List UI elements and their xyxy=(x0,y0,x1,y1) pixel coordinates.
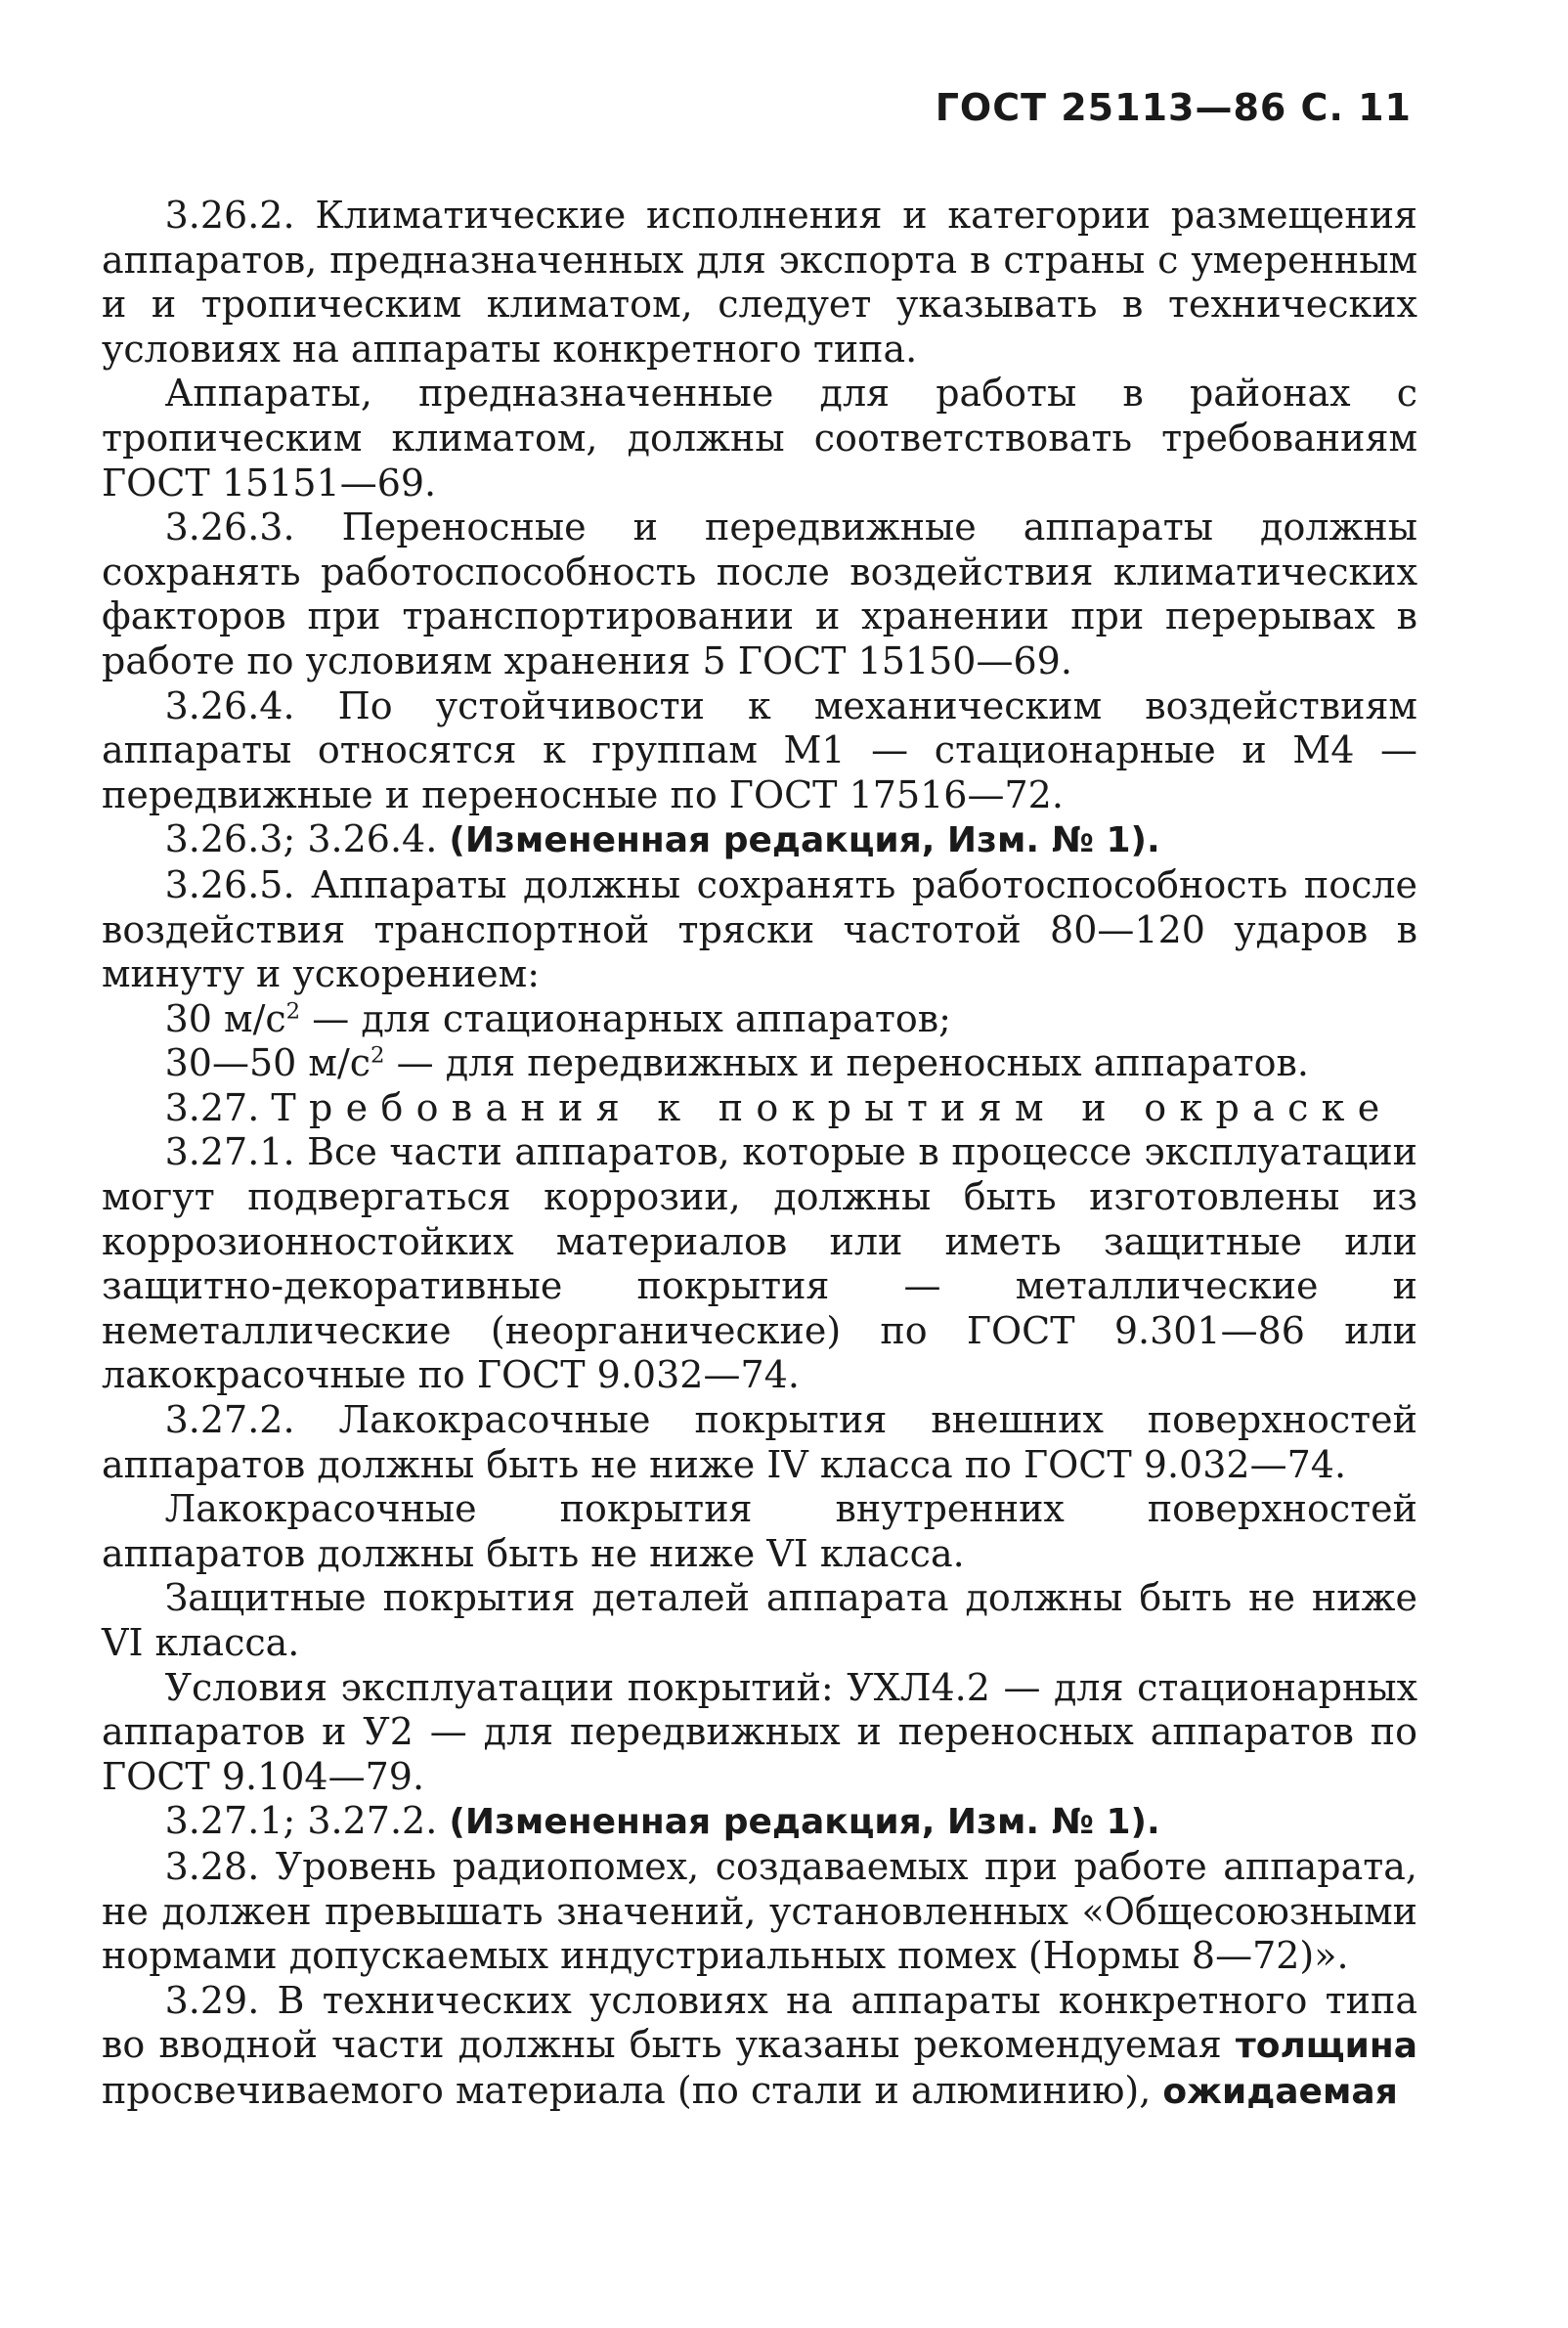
amendment-note-2 xyxy=(102,1799,1417,1845)
amendment-note-1 xyxy=(102,817,1417,863)
acceleration-value: 30—50 м/с xyxy=(164,1041,371,1085)
paragraph-3-27-2-protective: Защитные покрытия деталей аппарата должны быть не ниже VI класса. xyxy=(102,1576,1417,1664)
paragraph-3-27-2-internal: Лакокрасочные покрытия внутренних поверхностей аппаратов должны быть не ниже VI класса. xyxy=(102,1487,1417,1575)
bold-term: ожидаемая xyxy=(1162,2071,1398,2112)
bold-term: толщина xyxy=(1235,2026,1417,2067)
paragraph-3-28: 3.28. Уровень радиопомех, создаваемых при работе аппарата, не должен превышать значений, установленных «Общесоюзными нормами допускаемых индустриальных помех (Нормы 8—72)». xyxy=(102,1844,1417,1978)
paragraph-text: просвечиваемого материала (по стали и алюминию), xyxy=(102,2068,1163,2112)
paragraph-3-26-4: 3.26.4. По устойчивости к механическим воздействиям аппараты относятся к группам М1 — стационарные и М4 — передвижные и переносные по ГОСТ 17516—72. xyxy=(102,683,1417,816)
amendment-refs: 3.27.1; 3.27.2. xyxy=(164,1799,438,1843)
body-text xyxy=(102,194,1417,2115)
paragraph-3-26-3: 3.26.3. Переносные и передвижные аппараты должны сохранять работоспособность после воздействия климатических факторов при транспортировании и хранении при перерывах в работе по условиям хранения 5 ГОСТ 15150—69. xyxy=(102,505,1417,682)
superscript: 2 xyxy=(285,998,301,1025)
section-title: Требования к покрытиям и окраске xyxy=(271,1085,1393,1129)
acceleration-stationary xyxy=(102,997,1417,1042)
acceleration-value: 30 м/с xyxy=(164,996,286,1040)
paragraph-3-27-2-conditions: Условия эксплуатации покрытий: УХЛ4.2 — для стационарных аппаратов и У2 — для передвижных и переносных аппаратов по ГОСТ 9.104—79. xyxy=(102,1665,1417,1798)
amendment-text: (Измененная редакция, Изм. № 1). xyxy=(449,820,1160,861)
section-number: 3.27. xyxy=(164,1085,260,1129)
acceleration-desc: — для передвижных и переносных аппаратов. xyxy=(384,1041,1310,1085)
section-3-27-heading xyxy=(102,1086,1417,1131)
paragraph-text: 3.29. В технических условиях на аппараты конкретного типа во вводной части должны быть указаны рекомендуемая xyxy=(102,1978,1417,2067)
paragraph-3-27-1: 3.27.1. Все части аппаратов, которые в процессе эксплуатации могут подвергаться коррозии, должны быть изготовлены из коррозионностойких материалов или иметь защитные или защитно-декоративные покрытия — металлические и неметаллические (неорганические) по ГОСТ 9.301—86 или лакокрасочные по ГОСТ 9.032—74. xyxy=(102,1130,1417,1397)
superscript: 2 xyxy=(370,1042,385,1069)
paragraph-3-29 xyxy=(102,1979,1417,2115)
amendment-refs: 3.26.3; 3.26.4. xyxy=(164,817,438,861)
running-header: ГОСТ 25113—86 С. 11 xyxy=(935,86,1412,129)
acceleration-desc: — для стационарных аппаратов; xyxy=(300,996,951,1040)
paragraph-3-27-2: 3.27.2. Лакокрасочные покрытия внешних поверхностей аппаратов должны быть не ниже IV класса по ГОСТ 9.032—74. xyxy=(102,1398,1417,1486)
paragraph-3-26-2: 3.26.2. Климатические исполнения и категории размещения аппаратов, предназначенных для экспорта в страны с умеренным и и тропическим климатом, следует указывать в технических условиях на аппараты конкретного типа. xyxy=(102,194,1417,371)
amendment-text: (Измененная редакция, Изм. № 1). xyxy=(449,1802,1160,1843)
acceleration-mobile xyxy=(102,1041,1417,1086)
paragraph-3-26-2-tropical: Аппараты, предназначенные для работы в районах с тропическим климатом, должны соответствовать требованиям ГОСТ 15151—69. xyxy=(102,372,1417,505)
paragraph-3-26-5: 3.26.5. Аппараты должны сохранять работоспособность после воздействия транспортной тряски частотой 80—120 ударов в минуту и ускорением: xyxy=(102,862,1417,996)
